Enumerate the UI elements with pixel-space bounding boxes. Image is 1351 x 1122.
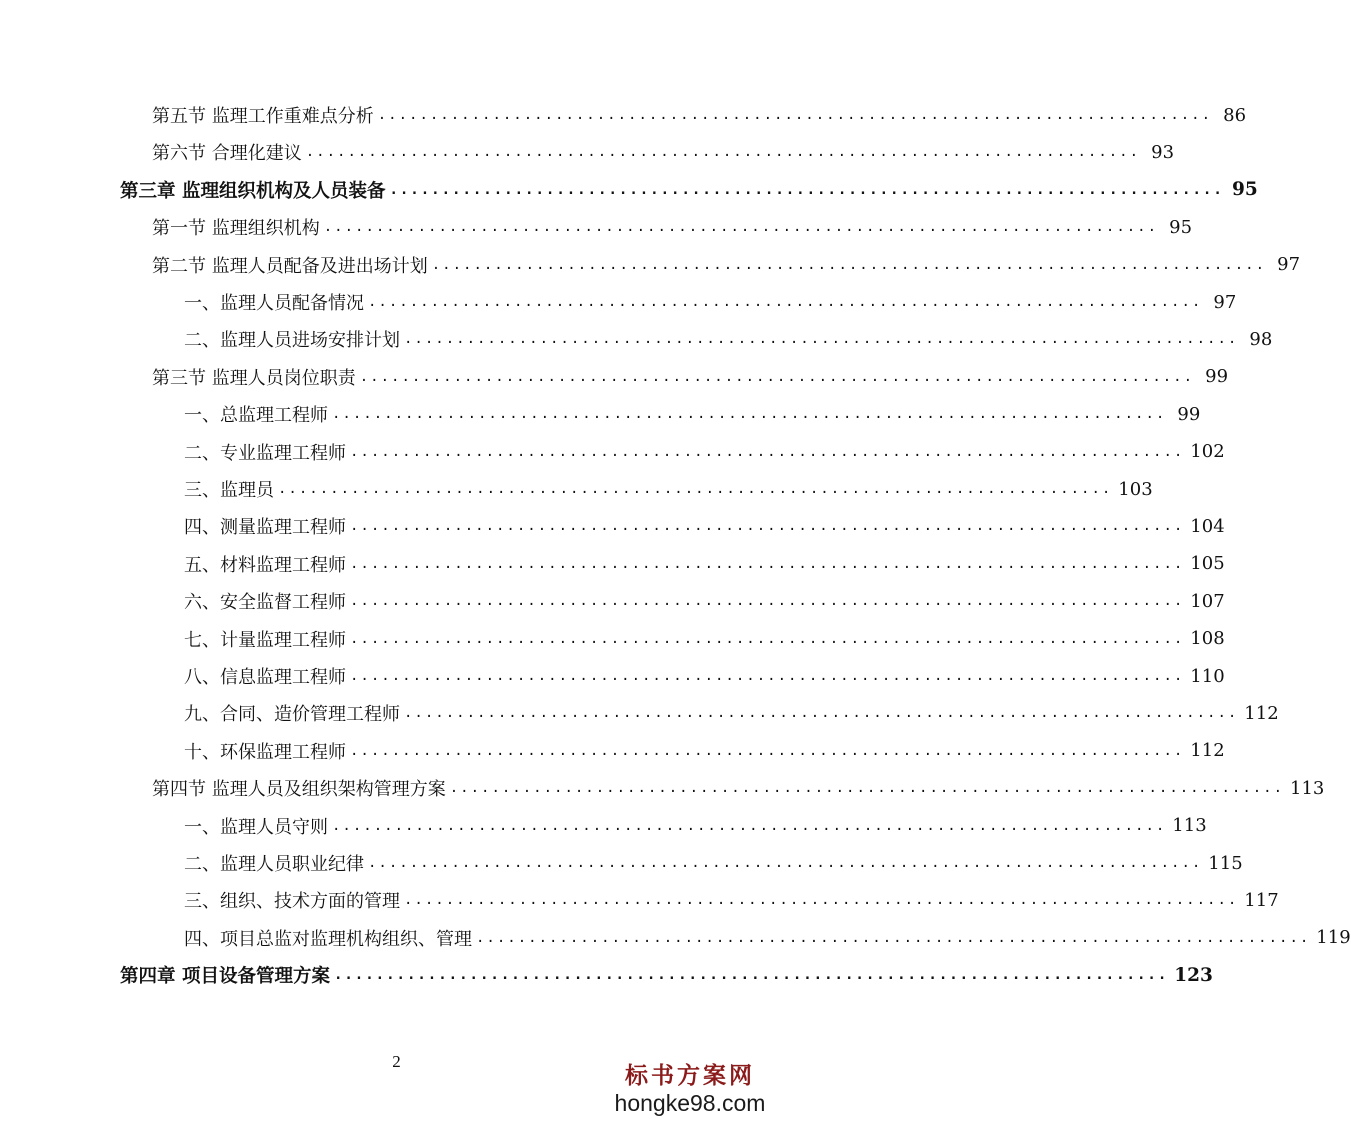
toc-entry-page: 112 xyxy=(1190,740,1225,762)
toc-entry-page: 95 xyxy=(1232,179,1258,201)
watermark-url-text: hongke98.com xyxy=(614,1090,766,1116)
toc-entry-page: 103 xyxy=(1118,478,1153,500)
toc-entry-page: 99 xyxy=(1205,366,1229,388)
toc-entry-page: 93 xyxy=(1151,141,1175,163)
toc-leader-dots: ................................................................................ xyxy=(350,742,1185,759)
toc-section-row[interactable] xyxy=(152,773,1325,803)
toc-entry-label: 第三节 监理人员岗位职责 xyxy=(152,367,356,389)
toc-leader-dots: ................................................................................ xyxy=(404,331,1239,348)
toc-entry-page: 86 xyxy=(1223,104,1247,126)
toc-entry-label: 四、测量监理工程师 xyxy=(184,517,346,539)
toc-section-row[interactable] xyxy=(152,250,1301,280)
toc-entry-page: 99 xyxy=(1177,403,1201,425)
toc-entry-label: 六、安全监督工程师 xyxy=(184,592,346,614)
toc-chapter-row[interactable] xyxy=(120,175,1258,205)
toc-subsection-row[interactable] xyxy=(184,698,1279,728)
toc-leader-dots: ................................................................................ xyxy=(377,107,1213,123)
toc-entry-label: 三、监理员 xyxy=(184,480,274,501)
toc-leader-dots: ................................................................................ xyxy=(305,144,1141,161)
toc-subsection-row[interactable] xyxy=(184,736,1225,766)
toc-subsection-row[interactable] xyxy=(184,885,1279,915)
toc-section-row[interactable] xyxy=(152,212,1193,242)
toc-leader-dots: ................................................................................ xyxy=(404,705,1239,722)
toc-entry-page: 110 xyxy=(1190,665,1225,687)
toc-entry-label: 第三章 监理组织机构及人员装备 xyxy=(120,180,386,202)
toc-entry-page: 97 xyxy=(1277,254,1301,276)
toc-entry-page: 112 xyxy=(1244,702,1279,724)
toc-entry-page: 97 xyxy=(1213,291,1237,313)
toc-section-row[interactable] xyxy=(152,137,1175,167)
toc-leader-dots: ................................................................................ xyxy=(332,406,1167,423)
toc-section-row[interactable] xyxy=(152,100,1247,130)
toc-leader-dots: ................................................................................ xyxy=(476,929,1311,946)
toc-subsection-row[interactable] xyxy=(184,811,1207,841)
toc-entry-page: 98 xyxy=(1249,328,1273,350)
toc-entry-label: 七、计量监理工程师 xyxy=(184,629,346,651)
toc-entry-page: 113 xyxy=(1290,777,1325,799)
toc-leader-dots: ................................................................................ xyxy=(431,256,1267,273)
toc-leader-dots: ................................................................................ xyxy=(333,967,1169,984)
toc-entry-label: 第二节 监理人员配备及进出场计划 xyxy=(152,255,428,277)
toc-entry-page: 113 xyxy=(1172,815,1207,837)
toc-entry-page: 95 xyxy=(1169,216,1193,238)
toc-subsection-row[interactable] xyxy=(184,848,1243,878)
toc-entry-label: 第五节 监理工作重难点分析 xyxy=(152,106,374,127)
toc-entry-label: 八、信息监理工程师 xyxy=(184,667,346,688)
toc-entry-label: 二、监理人员职业纪律 xyxy=(184,854,364,875)
toc-entry-label: 第一节 监理组织机构 xyxy=(152,218,320,240)
toc-subsection-row[interactable] xyxy=(184,474,1153,504)
page-number: 2 xyxy=(392,1052,401,1071)
toc-leader-dots: ................................................................................ xyxy=(368,855,1203,871)
toc-leader-dots: ................................................................................ xyxy=(350,443,1185,460)
toc-entry-label: 三、组织、技术方面的管理 xyxy=(184,891,400,913)
toc-entry-label: 一、监理人员守则 xyxy=(184,816,328,838)
toc-leader-dots: ................................................................................ xyxy=(389,181,1224,198)
toc-entry-page: 107 xyxy=(1190,590,1225,612)
toc-leader-dots: ................................................................................ xyxy=(449,780,1285,797)
toc-leader-dots: ................................................................................ xyxy=(404,892,1239,909)
toc-leader-dots: ................................................................................ xyxy=(350,630,1185,647)
toc-subsection-row[interactable] xyxy=(184,549,1225,579)
toc-leader-dots: ................................................................................ xyxy=(350,593,1185,610)
toc-subsection-row[interactable] xyxy=(184,586,1225,616)
toc-entry-label: 第四节 监理人员及组织架构管理方案 xyxy=(152,779,446,801)
toc-entry-label: 二、专业监理工程师 xyxy=(184,442,346,464)
toc-entry-label: 九、合同、造价管理工程师 xyxy=(184,704,400,726)
toc-entry-page: 105 xyxy=(1190,553,1225,575)
toc-leader-dots: ................................................................................ xyxy=(332,817,1167,834)
watermark-logo xyxy=(605,1062,775,1116)
toc-leader-dots: ................................................................................ xyxy=(278,481,1113,497)
toc-subsection-row[interactable] xyxy=(184,923,1351,953)
toc-leader-dots: ................................................................................ xyxy=(359,368,1195,385)
toc-entry-label: 四、项目总监对监理机构组织、管理 xyxy=(184,928,472,950)
toc-entry-label: 第六节 合理化建议 xyxy=(152,143,302,165)
toc-section-row[interactable] xyxy=(152,362,1229,392)
toc-entry-label: 二、监理人员进场安排计划 xyxy=(184,330,400,352)
toc-entry-page: 123 xyxy=(1174,964,1213,986)
toc-leader-dots: ................................................................................ xyxy=(323,219,1159,236)
toc-leader-dots: ................................................................................ xyxy=(350,668,1185,684)
toc-entry-label: 一、监理人员配备情况 xyxy=(184,293,364,314)
watermark-chinese-text: 标书方案网 xyxy=(625,1062,755,1089)
toc-leader-dots: ................................................................................ xyxy=(350,555,1185,572)
toc-subsection-row[interactable] xyxy=(184,287,1237,317)
toc-entry-page: 104 xyxy=(1190,515,1225,537)
toc-entry-label: 五、材料监理工程师 xyxy=(184,554,346,576)
toc-subsection-row[interactable] xyxy=(184,437,1225,467)
toc-entry-page: 119 xyxy=(1316,927,1351,949)
toc-entry-label: 一、总监理工程师 xyxy=(184,405,328,427)
toc-subsection-row[interactable] xyxy=(184,324,1273,354)
toc-chapter-row[interactable] xyxy=(120,960,1213,990)
toc-entry-page: 115 xyxy=(1208,852,1243,874)
toc-subsection-row[interactable] xyxy=(184,661,1225,691)
toc-entry-page: 117 xyxy=(1244,889,1279,911)
toc-entry-label: 第四章 项目设备管理方案 xyxy=(120,966,330,988)
toc-entry-page: 108 xyxy=(1190,628,1225,650)
toc-entry-page: 102 xyxy=(1190,441,1225,463)
toc-leader-dots: ................................................................................ xyxy=(350,518,1185,535)
toc-subsection-row[interactable] xyxy=(184,511,1225,541)
toc-subsection-row[interactable] xyxy=(184,624,1225,654)
toc-subsection-row[interactable] xyxy=(184,399,1201,429)
toc-entry-label: 十、环保监理工程师 xyxy=(184,741,346,763)
toc-leader-dots: ................................................................................ xyxy=(368,294,1203,310)
